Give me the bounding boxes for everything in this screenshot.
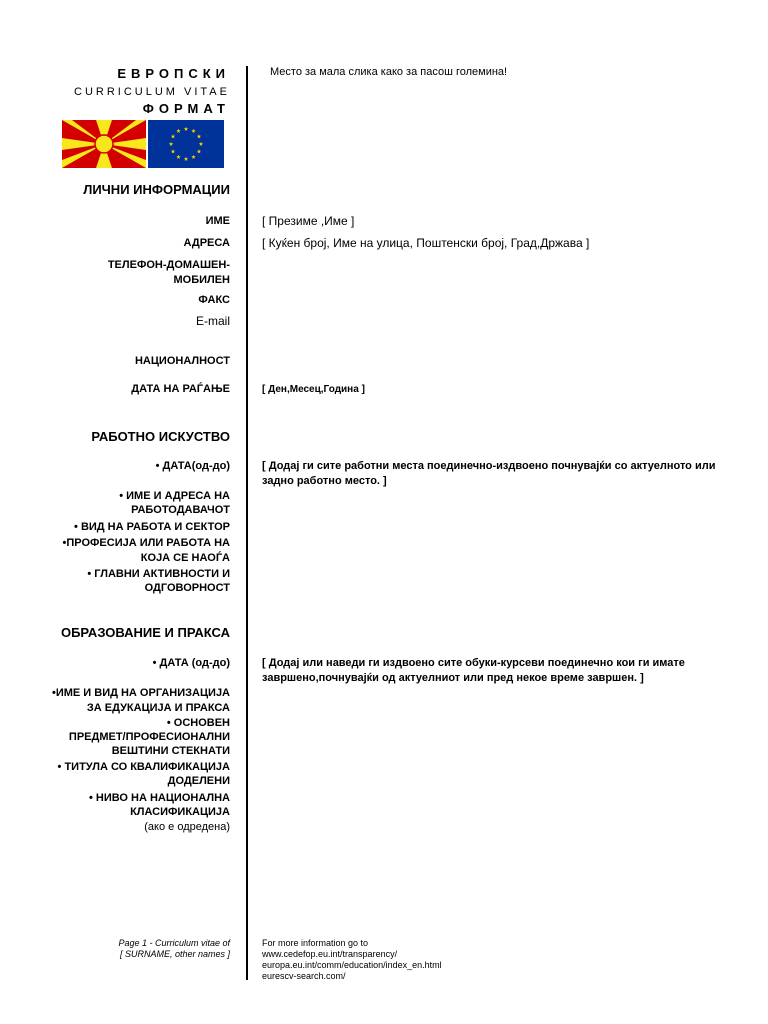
work-value-line-1: [ Додај ги сите работни места поединечно-издвоено почнувајќи со актуелното или bbox=[262, 460, 716, 472]
edu-level-label-1: • НИВО НА НАЦИОНАЛНА bbox=[89, 792, 230, 804]
work-date-label: • ДАТА(од-до) bbox=[155, 460, 230, 472]
edu-date-label: • ДАТА (од-до) bbox=[152, 657, 230, 669]
dob-label: ДАТА НА РАЃАЊЕ bbox=[131, 383, 230, 395]
work-position-label-2: КОЈА СЕ НАОЃА bbox=[140, 552, 230, 564]
footer-link-cedefop[interactable]: www.cedefop.eu.int/transparency/ bbox=[262, 949, 398, 959]
edu-level-label-2: КЛАСИФИКАЦИЈА bbox=[130, 806, 230, 818]
edu-title-label-2: ДОДЕЛЕНИ bbox=[167, 775, 230, 787]
header-curriculum-vitae: CURRICULUM VITAE bbox=[74, 86, 230, 98]
edu-level-label-3: (ако е одредена) bbox=[144, 821, 230, 833]
header-format: ФОРМАТ bbox=[142, 101, 230, 116]
work-employer-label-2: РАБОТОДАВАЧОТ bbox=[131, 504, 230, 516]
name-label: ИМЕ bbox=[205, 215, 230, 227]
work-employer-label-1: • ИМЕ И АДРЕСА НА bbox=[119, 490, 230, 502]
edu-subject-label-1: • ОСНОВЕН bbox=[166, 717, 230, 729]
eu-flag-icon bbox=[148, 120, 224, 168]
phone-label-2: МОБИЛЕН bbox=[173, 274, 230, 286]
work-activities-label-1: • ГЛАВНИ АКТИВНОСТИ И bbox=[87, 568, 230, 580]
work-position-label-1: •ПРОФЕСИЈА ИЛИ РАБОТА НА bbox=[62, 537, 230, 549]
flags-logo bbox=[62, 120, 224, 168]
photo-placeholder-note: Место за мала слика како за пасош големина! bbox=[270, 66, 508, 78]
email-label: E-mail bbox=[195, 314, 230, 328]
nationality-label: НАЦИОНАЛНОСТ bbox=[134, 355, 230, 367]
phone-label-1: ТЕЛЕФОН-ДОМАШЕН- bbox=[107, 259, 230, 271]
edu-org-label-1: •ИМЕ И ВИД НА ОРГАНИЗАЦИЈА bbox=[51, 687, 230, 699]
edu-value-line-1: [ Додај или наведи ги издвоено сите обуки-курсеви поединечно кои ги имате bbox=[262, 657, 685, 669]
footer-surname-line: [ SURNAME, other names ] bbox=[119, 949, 230, 959]
address-value: [ Куќен број, Име на улица, Поштенски број, Град,Држава ] bbox=[262, 236, 590, 250]
work-activities-label-2: ОДГОВОРНОСТ bbox=[144, 582, 230, 594]
fax-label: ФАКС bbox=[198, 294, 230, 306]
footer-link-eurescv[interactable]: eurescv-search.com/ bbox=[262, 971, 346, 981]
work-sector-label: • ВИД НА РАБОТА И СЕКТОР bbox=[74, 521, 230, 533]
section-education: ОБРАЗОВАНИЕ И ПРАКСА bbox=[60, 625, 230, 640]
section-work-experience: РАБОТНО ИСКУСТВО bbox=[91, 429, 230, 444]
edu-value-line-2: завршено,почнувајќи од актуелниот или пред некое време завршен. ] bbox=[262, 672, 644, 684]
footer-info-text: For more information go to bbox=[262, 938, 369, 948]
footer-link-europa[interactable]: europa.eu.int/comm/education/index_en.html bbox=[262, 960, 442, 970]
footer-page-line: Page 1 - Curriculum vitae of bbox=[118, 938, 230, 948]
name-value: [ Презиме ,Име ] bbox=[262, 214, 355, 228]
header-europass-title: ЕВРОПСКИ bbox=[117, 66, 230, 81]
macedonia-flag-icon bbox=[62, 120, 146, 168]
column-divider bbox=[246, 66, 248, 980]
work-value-line-2: задно работно место. ] bbox=[262, 475, 387, 487]
edu-subject-label-3: ВЕШТИНИ СТЕКНАТИ bbox=[111, 745, 230, 757]
dob-value: [ Ден,Месец,Година ] bbox=[262, 384, 365, 395]
edu-title-label-1: • ТИТУЛА СО КВАЛИФИКАЦИЈА bbox=[57, 761, 230, 773]
address-label: АДРЕСА bbox=[183, 237, 230, 249]
footer-page-info bbox=[118, 938, 230, 960]
footer-links bbox=[262, 938, 442, 982]
section-personal-info: ЛИЧНИ ИНФОРМАЦИИ bbox=[83, 182, 230, 197]
edu-subject-label-2: ПРЕДМЕТ/ПРОФЕСИОНАЛНИ bbox=[68, 731, 230, 743]
edu-org-label-2: ЗА ЕДУКАЦИЈА И ПРАКСА bbox=[86, 702, 230, 714]
